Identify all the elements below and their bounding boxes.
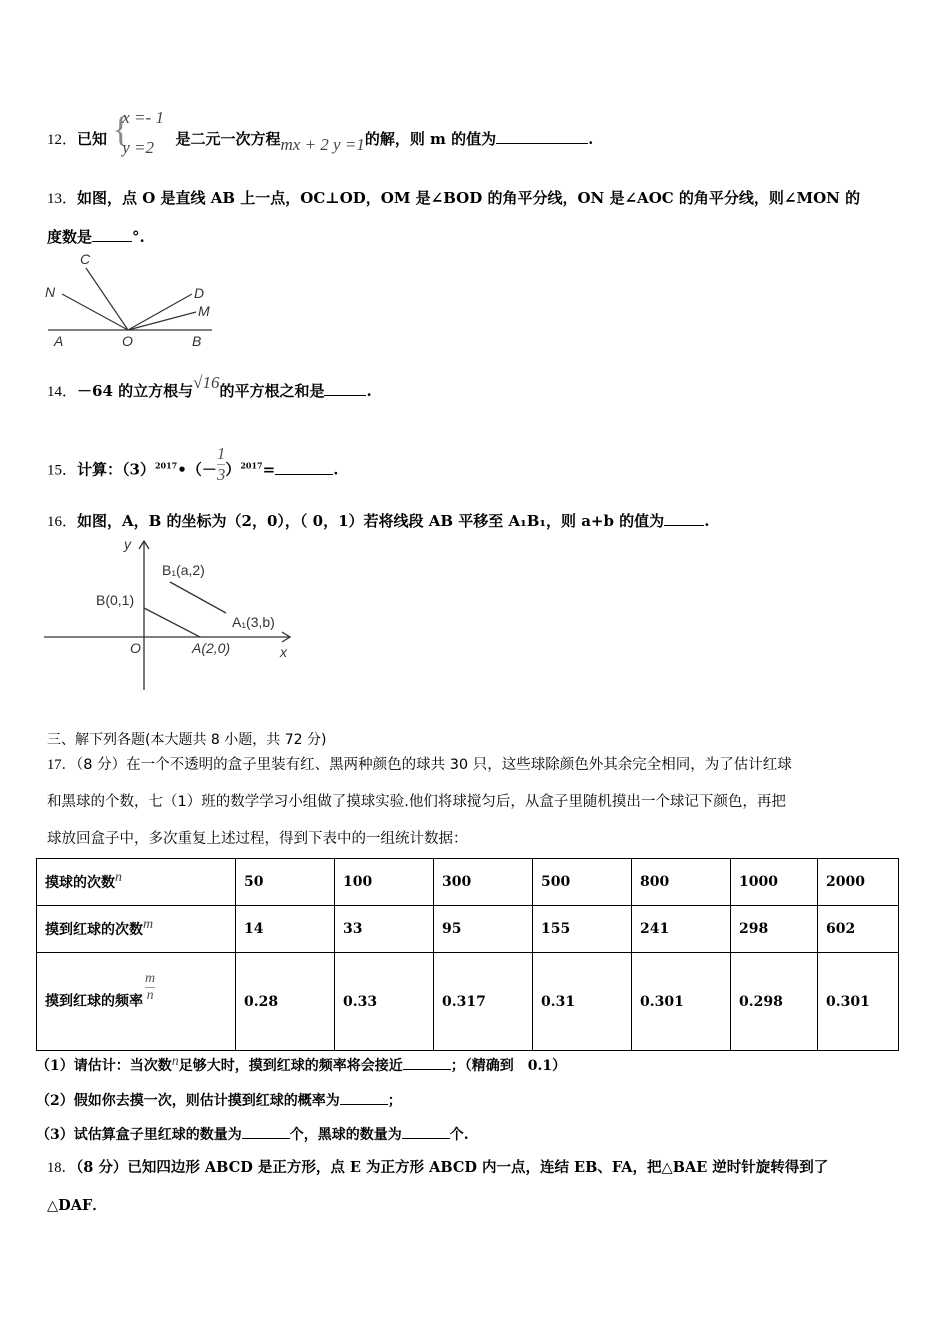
symbol: m xyxy=(143,917,154,932)
label-a: A xyxy=(54,333,64,349)
answer-blank[interactable] xyxy=(664,513,704,526)
coordinate-diagram xyxy=(40,535,310,695)
table-cell: 800 xyxy=(632,859,731,906)
exponent: 2017 xyxy=(154,460,178,471)
eq-x: x =- 1 xyxy=(122,108,164,127)
point-b1-label: B₁(a,2) xyxy=(162,562,205,578)
text: 和黑球的个数，七（1）班的数学学习小组做了摸球实验.他们将球搅匀后，从盒子里随机摸出一个球记下颜色，再把 xyxy=(47,794,786,810)
table-cell: 33 xyxy=(335,906,434,953)
text: ； xyxy=(387,1093,402,1109)
table-cell: 500 xyxy=(533,859,632,906)
q17-part-2 xyxy=(36,1090,402,1110)
table-cell: 0.301 xyxy=(818,953,899,1051)
row-header xyxy=(37,953,236,1051)
q-number: 13． xyxy=(47,191,78,207)
answer-blank[interactable] xyxy=(92,229,132,242)
label-o: O xyxy=(122,333,133,349)
answer-blank[interactable] xyxy=(402,1126,450,1139)
answer-blank[interactable] xyxy=(496,131,588,144)
text: 度数是 xyxy=(47,228,93,246)
axis-y-label: y xyxy=(124,536,131,552)
symbol: n xyxy=(171,1054,179,1069)
row-header xyxy=(37,859,236,906)
section-heading: 三、解下列各题(本大题共 8 小题，共 72 分) xyxy=(47,732,327,748)
text: ；（精确到 0.1） xyxy=(450,1058,567,1074)
q17-part-1 xyxy=(36,1055,566,1075)
period: . xyxy=(366,382,372,400)
table-cell: 0.28 xyxy=(236,953,335,1051)
fraction-m-over-n xyxy=(145,971,155,1004)
sqrt-16: √16 xyxy=(193,373,220,392)
numerator: 1 xyxy=(216,444,226,463)
label-d: D xyxy=(194,285,205,301)
text: ） xyxy=(225,460,241,479)
table-cell: 298 xyxy=(731,906,818,953)
answer-blank[interactable] xyxy=(403,1057,451,1070)
text: 个，黑球的数量为 xyxy=(289,1127,402,1143)
label-m: M xyxy=(198,303,210,319)
text: = xyxy=(262,460,276,479)
text: 球放回盒子中，多次重复上述过程，得到下表中的一组统计数据： xyxy=(47,831,468,847)
table-cell: 1000 xyxy=(731,859,818,906)
table-row xyxy=(37,859,899,906)
angle-diagram xyxy=(40,250,230,350)
table-cell: 14 xyxy=(236,906,335,953)
text: 已知 xyxy=(77,130,108,148)
q-number: 12． xyxy=(47,132,78,148)
question-12 xyxy=(47,108,594,157)
text: 的解，则 m 的值为 xyxy=(364,130,497,148)
data-table xyxy=(36,858,899,1051)
table-cell: 602 xyxy=(818,906,899,953)
denominator: n xyxy=(146,988,154,1003)
period: . xyxy=(588,130,594,148)
fraction-one-third xyxy=(217,444,226,485)
text: 如图，A，B 的坐标为（2，0），（ 0，1）若将线段 AB 平移至 A₁B₁，则 a+b 的值为 xyxy=(77,512,665,530)
equation-system: { x =- 1 y =2 xyxy=(112,108,164,157)
point-b-label: B(0,1) xyxy=(96,592,135,608)
table-cell: 0.298 xyxy=(731,953,818,1051)
equation: mx + 2 y =1 xyxy=(280,135,365,154)
question-15 xyxy=(47,444,339,491)
denominator: 3 xyxy=(216,465,226,484)
table-cell: 2000 xyxy=(818,859,899,906)
label: 摸到红球的频率 xyxy=(45,993,143,1010)
table-cell: 50 xyxy=(236,859,335,906)
text: （1）请估计：当次数 xyxy=(36,1058,172,1074)
period: . xyxy=(333,460,339,479)
axis-x-label: x xyxy=(280,644,287,660)
exponent: 2017 xyxy=(240,460,263,471)
answer-blank[interactable] xyxy=(275,462,333,475)
text: （3）试估算盒子里红球的数量为 xyxy=(36,1127,242,1143)
row-header xyxy=(37,906,236,953)
q-number: 14． xyxy=(47,384,78,400)
table-cell: 0.33 xyxy=(335,953,434,1051)
text: 计算：（3） xyxy=(77,460,155,479)
q-number: 15． xyxy=(47,462,78,479)
text: 是二元一次方程 xyxy=(175,130,281,148)
text: 的平方根之和是 xyxy=(219,382,325,400)
numerator: m xyxy=(145,971,156,986)
table-row xyxy=(37,953,899,1051)
text: （8 分）在一个不透明的盒子里装有红、黑两种颜色的球共 30 只，这些球除颜色外其余完全相同，为了估计红球 xyxy=(76,757,792,773)
table-row xyxy=(37,906,899,953)
q-number: 16． xyxy=(47,514,78,530)
table-cell: 0.31 xyxy=(533,953,632,1051)
text: 个. xyxy=(449,1127,469,1143)
point-a1-label: A₁(3,b) xyxy=(232,614,275,630)
q17-part-3 xyxy=(36,1124,469,1144)
text: △DAF． xyxy=(47,1197,107,1214)
question-14 xyxy=(47,373,372,401)
question-13 xyxy=(47,187,860,208)
table-cell: 155 xyxy=(533,906,632,953)
table-cell: 300 xyxy=(434,859,533,906)
symbol: n xyxy=(115,870,122,885)
text: 如图，点 O 是直线 AB 上一点，OC⊥OD，OM 是∠BOD 的角平分线，ON 是∠AOC 的角平分线，则∠MON 的 xyxy=(77,189,861,207)
answer-blank[interactable] xyxy=(242,1126,290,1139)
q-number: 17． xyxy=(47,757,76,773)
eq-y: y =2 xyxy=(122,138,155,157)
text: （8 分）已知四边形 ABCD 是正方形，点 E 为正方形 ABCD 内一点，连结 EB、FA，把△BAE 逆时针旋转得到了 xyxy=(76,1159,829,1176)
text: 足够大时，摸到红球的频率将会接近 xyxy=(178,1058,403,1074)
q-number: 18． xyxy=(47,1160,76,1176)
origin-label: O xyxy=(130,640,141,656)
table-cell: 0.301 xyxy=(632,953,731,1051)
table-cell: 0.317 xyxy=(434,953,533,1051)
question-17 xyxy=(47,753,792,774)
text: －64 的立方根与 xyxy=(77,382,194,400)
label-c: C xyxy=(80,251,91,267)
period: . xyxy=(704,512,710,530)
answer-blank[interactable] xyxy=(324,383,366,396)
question-13-line2 xyxy=(47,226,145,247)
point-a-label: A(2,0) xyxy=(192,640,231,656)
text: •（－ xyxy=(177,460,217,479)
question-18 xyxy=(47,1156,828,1177)
answer-blank[interactable] xyxy=(340,1092,388,1105)
text: （2）假如你去摸一次，则估计摸到红球的概率为 xyxy=(36,1093,340,1109)
label-b: B xyxy=(192,333,202,349)
label: 摸到红球的次数 xyxy=(45,922,143,938)
label-n: N xyxy=(45,284,56,300)
question-16 xyxy=(47,510,709,531)
label: 摸球的次数 xyxy=(45,875,115,891)
table-cell: 95 xyxy=(434,906,533,953)
text: °. xyxy=(132,228,145,246)
table-cell: 100 xyxy=(335,859,434,906)
table-cell: 241 xyxy=(632,906,731,953)
